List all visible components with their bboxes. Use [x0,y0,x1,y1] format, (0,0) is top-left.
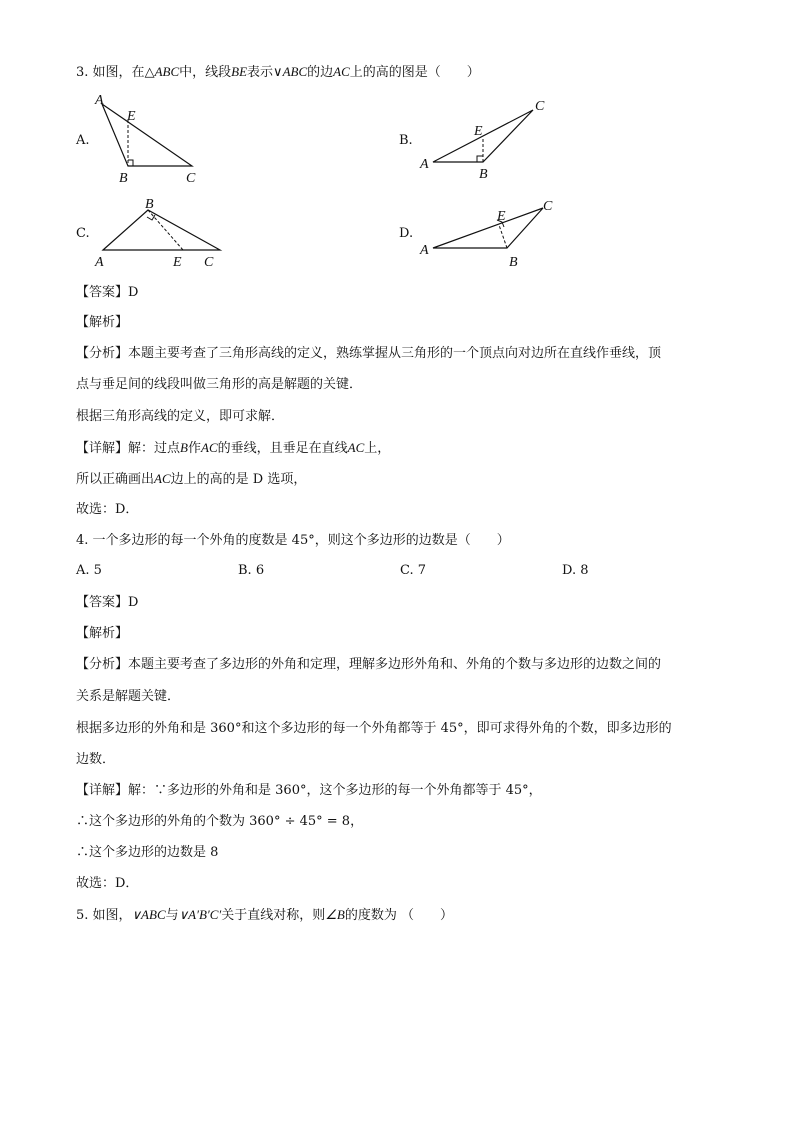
q3-c-point-A: A [95,255,104,270]
q3-c-point-B: B [145,197,154,212]
q3-option-d-label: D. [399,226,414,241]
q3-detail-1: 【详解】解：过点B作AC的垂线，且垂足在直线AC上， [76,440,391,456]
q4-fenxi-1: 【分析】本题主要考查了多边形的外角和定理，理解多边形外角和、外角的个数与多边形的边数之间的 [76,657,662,672]
q3-a-point-B: B [119,171,128,186]
q3-a-point-A: A [95,93,104,108]
q4-detail-2: ∴这个多边形的外角的个数为 360° ÷ 45° = 8， [76,814,364,829]
q4-detail-1: 【详解】解：∵多边形的外角和是 360°，这个多边形的每一个外角都等于 45°， [76,783,542,798]
q3-b-point-B: B [479,167,488,182]
q3-detail-2: 所以正确画出AC边上的高的是 D 选项， [76,471,307,487]
q3-d-point-B: B [509,255,518,270]
q3-figure-a [90,90,230,185]
q3-b-point-A: A [420,157,429,172]
q5-stem: 5. 如图，∨ABC与∨A′B′C′关于直线对称，则∠B的度数为 （ ） [76,907,454,923]
q3-figure-d [415,192,575,272]
q3-a-point-C: C [186,171,196,186]
q4-stem: 4. 一个多边形的每一个外角的度数是 45°，则这个多边形的边数是（ ） [76,533,510,548]
q3-d-point-C: C [543,199,553,214]
q3-fenxi-3: 根据三角形高线的定义，即可求解． [76,409,285,424]
q3-d-point-A: A [420,243,429,258]
q4-conclusion: 故选：D． [76,876,139,891]
q4-option-d: D. 8 [562,563,589,578]
q3-answer: 【答案】D [76,285,139,300]
q3-c-point-E: E [173,255,182,270]
q4-option-a: A. 5 [76,563,102,578]
q4-fenxi-4: 边数． [76,752,116,767]
q3-a-point-E: E [127,109,136,124]
q3-fenxi-2: 点与垂足间的线段叫做三角形的高是解题的关键． [76,377,363,392]
q4-answer: 【答案】D [76,595,139,610]
q4-option-c: C. 7 [400,563,427,578]
q3-option-a-label: A. [76,133,90,148]
q3-fenxi-1: 【分析】本题主要考查了三角形高线的定义，熟练掌握从三角形的一个顶点向对边所在直线作垂线，顶 [76,346,662,361]
q4-fenxi-2: 关系是解题关键． [76,689,181,704]
q4-option-b: B. 6 [238,563,265,578]
q3-b-point-E: E [474,124,483,139]
q3-conclusion: 故选：D． [76,502,139,517]
q4-detail-3: ∴这个多边形的边数是 8 [76,845,219,860]
q3-figure-c [90,192,230,272]
q3-stem: 3. 如图，在△ABC中，线段BE表示∨ABC的边AC上的高的图是（ ） [76,64,480,80]
q4-fenxi-3: 根据多边形的外角和是 360°和这个多边形的每一个外角都等于 45°，即可求得外角的个数，即多边形的 [76,721,672,736]
q3-d-point-E: E [497,209,506,224]
q4-analysis-tag: 【解析】 [76,626,129,641]
q3-c-point-C: C [204,255,214,270]
q3-analysis-tag: 【解析】 [76,315,129,330]
q3-number: 3. [76,65,89,80]
q3-b-point-C: C [535,99,545,114]
q3-option-b-label: B. [399,133,413,148]
q3-option-c-label: C. [76,226,90,241]
q3-figure-b [415,90,565,185]
